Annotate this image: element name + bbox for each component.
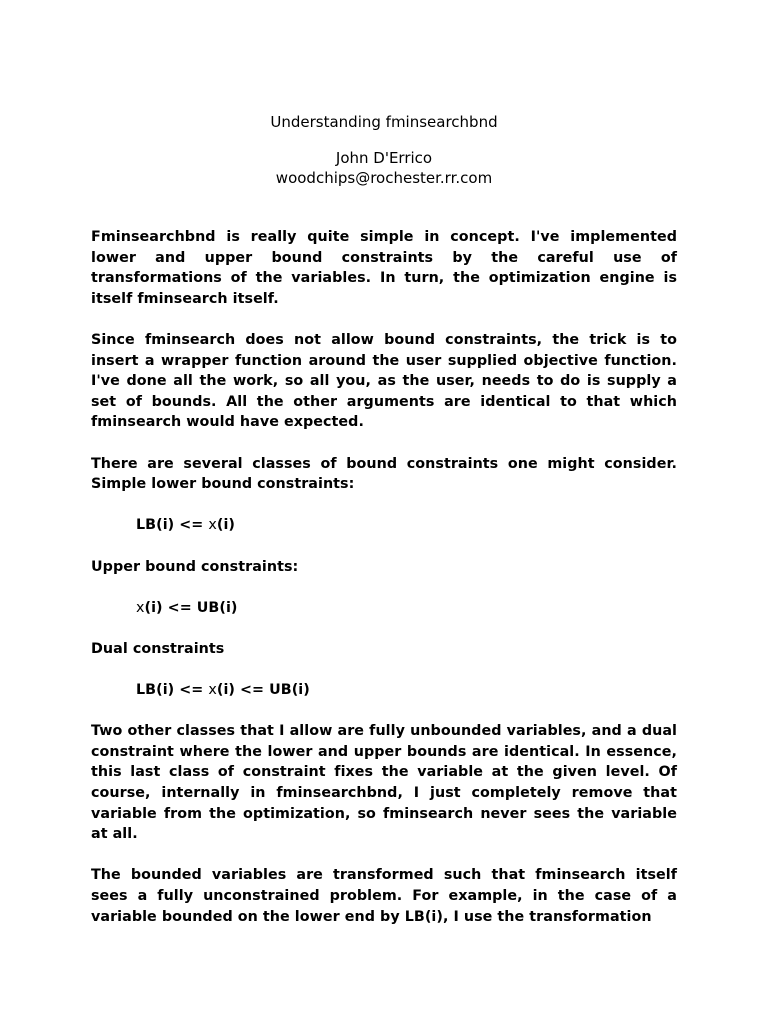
document-body <box>91 227 677 927</box>
paragraph-upper-bound: Upper bound constraints: <box>91 558 299 575</box>
formula-lower-bound <box>136 515 677 536</box>
paragraph-transformation: The bounded variables are transformed such that fminsearch itself sees a fully unconstrained problem. For example, in the case of a variable bounded on the lower end by LB(i), I use the transformation <box>91 867 677 925</box>
author-name: John D'Errico <box>335 149 433 167</box>
formula-dual-left: LB(i) <= <box>136 682 209 699</box>
formula-upper-bound <box>136 598 677 619</box>
paragraph-wrapper: Since fminsearch does not allow bound constraints, the trick is to insert a wrapper function around the user supplied objective function. I've done all the work, so all you, as the user, needs to do is supply a set of bounds. All the other arguments are identical to that which fminsearch would have expected. <box>91 331 677 431</box>
formula-dual <box>136 680 677 701</box>
formula-lower-bound-left: LB(i) <= <box>136 517 209 534</box>
paragraph-classes: There are several classes of bound constraints one might consider. Simple lower bound constraints: <box>91 455 677 493</box>
formula-lower-bound-x: x <box>208 517 217 534</box>
formula-lower-bound-right: (i) <box>216 517 235 534</box>
paragraph-intro: Fminsearchbnd is really quite simple in concept. I've implemented lower and upper bound constraints by the careful use of transformations of the variables. In turn, the optimization engine is itself fminsearch itself. <box>91 229 677 307</box>
formula-upper-bound-right: (i) <= UB(i) <box>144 599 238 616</box>
document-title: Understanding fminsearchbnd <box>270 113 498 131</box>
formula-upper-bound-x: x <box>136 599 145 616</box>
formula-dual-x: x <box>208 682 217 699</box>
paragraph-dual: Dual constraints <box>91 640 225 657</box>
author-email: woodchips@rochester.rr.com <box>275 169 493 187</box>
paragraph-other-classes: Two other classes that I allow are fully unbounded variables, and a dual constraint where the lower and upper bounds are identical. In essence, this last class of constraint fixes the variable at the given level. Of course, internally in fminsearchbnd, I just completely remove that variable from the optimization, so fminsearch never sees the variable at all. <box>91 723 677 843</box>
formula-dual-right: (i) <= UB(i) <box>216 682 310 699</box>
